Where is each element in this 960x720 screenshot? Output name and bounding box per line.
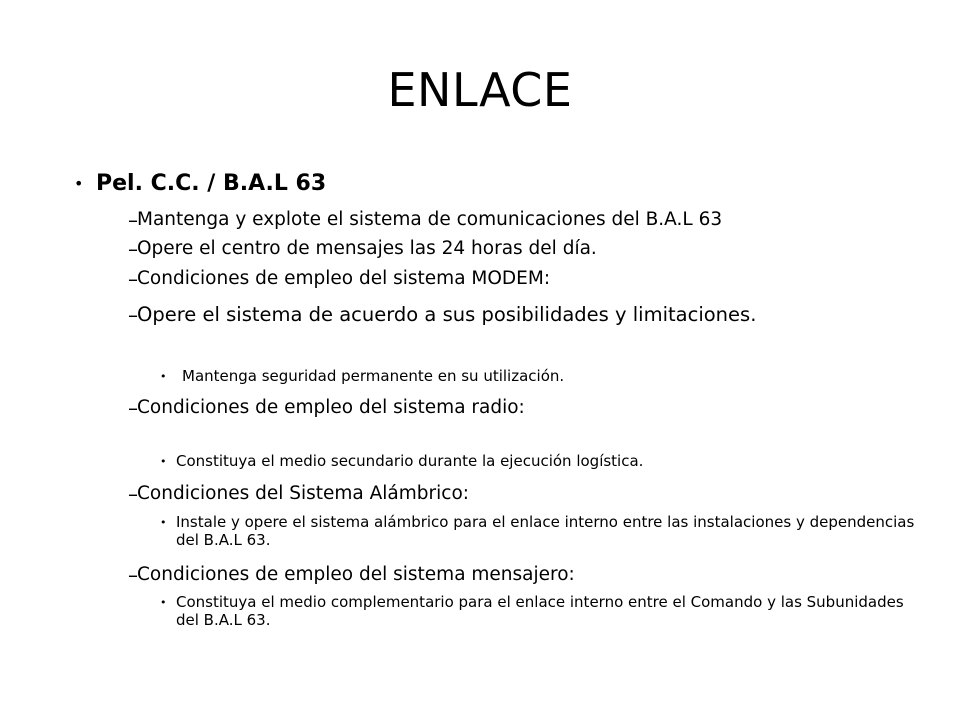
list-item-level2: Condiciones de empleo del sistema mensajero: bbox=[137, 564, 575, 585]
bullet-icon: • bbox=[160, 455, 167, 468]
list-item-level2: Condiciones de empleo del sistema MODEM: bbox=[137, 268, 551, 289]
list-item-level2: Condiciones del Sistema Alámbrico: bbox=[137, 483, 470, 504]
slide-title: ENLACE bbox=[387, 63, 573, 117]
dash-icon: – bbox=[128, 396, 138, 420]
bullet-icon: • bbox=[160, 596, 167, 609]
dash-icon: – bbox=[128, 237, 138, 261]
list-item-level3: Constituya el medio complementario para el enlace interno entre el Comando y las Subunidades del B.A.L 63. bbox=[176, 593, 904, 629]
list-item-level3: Instale y opere el sistema alámbrico para el enlace interno entre las instalaciones y dependencias del B.A.L 63. bbox=[176, 513, 915, 549]
dash-icon: – bbox=[128, 563, 138, 587]
dash-icon: – bbox=[128, 482, 138, 506]
list-item-level2: Condiciones de empleo del sistema radio: bbox=[137, 397, 525, 418]
list-item-level2: Opere el sistema de acuerdo a sus posibilidades y limitaciones. bbox=[137, 303, 757, 326]
list-item-level3: Constituya el medio secundario durante la ejecución logística. bbox=[176, 452, 644, 470]
bullet-icon: • bbox=[160, 370, 167, 383]
list-item-level2: Opere el centro de mensajes las 24 horas del día. bbox=[137, 238, 597, 259]
dash-icon: – bbox=[128, 267, 138, 291]
bullet-icon: • bbox=[74, 174, 84, 193]
dash-icon: – bbox=[128, 303, 138, 327]
list-item-level3: Mantenga seguridad permanente en su utilización. bbox=[182, 367, 565, 385]
dash-icon: – bbox=[128, 208, 138, 232]
list-item-level1: Pel. C.C. / B.A.L 63 bbox=[96, 171, 327, 196]
list-item-level2: Mantenga y explote el sistema de comunicaciones del B.A.L 63 bbox=[137, 209, 723, 230]
bullet-icon: • bbox=[160, 516, 167, 529]
